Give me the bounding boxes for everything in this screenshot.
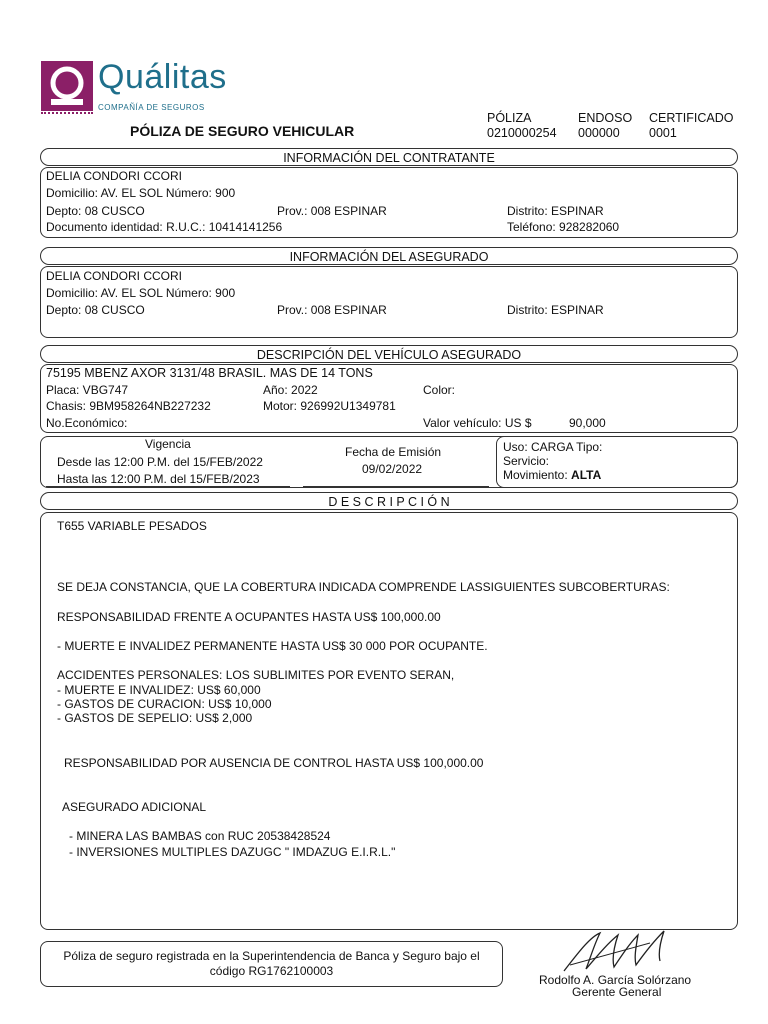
- contratante-telefono: Teléfono: 928282060: [507, 220, 620, 234]
- descripcion-line: - MUERTE E INVALIDEZ: US$ 60,000: [57, 683, 261, 697]
- uso-carga: Uso: CARGA Tipo:: [503, 440, 603, 454]
- poliza-label: PÓLIZA: [487, 111, 532, 125]
- uso-movimiento: [503, 468, 601, 482]
- asegurado-distrito: Distrito: ESPINAR: [507, 303, 604, 317]
- vehiculo-economico: No.Económico:: [46, 416, 128, 430]
- contratante-prov: Prov.: 008 ESPINAR: [277, 204, 387, 218]
- descripcion-line: ASEGURADO ADICIONAL: [62, 800, 207, 814]
- asegurado-prov: Prov.: 008 ESPINAR: [277, 303, 387, 317]
- certificado-label: CERTIFICADO: [649, 111, 734, 125]
- descripcion-line: RESPONSABILIDAD FRENTE A OCUPANTES HASTA US$ 100,000.00: [57, 610, 441, 624]
- vigencia-label: Vigencia: [145, 437, 191, 451]
- movimiento-value: ALTA: [571, 468, 602, 482]
- vigencia-desde: Desde las 12:00 P.M. del 15/FEB/2022: [57, 455, 263, 469]
- vigencia-underline: [46, 486, 290, 487]
- endoso-value: 000000: [578, 126, 620, 140]
- descripcion-line: - GASTOS DE CURACION: US$ 10,000: [57, 697, 272, 711]
- logo-dots: [41, 112, 93, 114]
- contratante-depto: Depto: 08 CUSCO: [46, 204, 145, 218]
- asegurado-header: INFORMACIÓN DEL ASEGURADO: [40, 247, 738, 265]
- vehiculo-valor-label: Valor vehículo: US $: [423, 416, 532, 430]
- vigencia-hasta: Hasta las 12:00 P.M. del 15/FEB/2023: [57, 472, 260, 486]
- uso-servicio: Servicio:: [503, 454, 550, 468]
- vehiculo-motor: Motor: 926992U1349781: [263, 399, 396, 413]
- signer-title: Gerente General: [572, 985, 662, 999]
- signer-name: Rodolfo A. García Solórzano: [539, 973, 692, 987]
- asegurado-domicilio: Domicilio: AV. EL SOL Número: 900: [46, 286, 236, 300]
- vehiculo-header: DESCRIPCIÓN DEL VEHÍCULO ASEGURADO: [40, 345, 738, 363]
- qualitas-logo-mark: [41, 61, 93, 111]
- descripcion-line: - GASTOS DE SEPELIO: US$ 2,000: [57, 711, 253, 725]
- certificado-value: 0001: [649, 126, 677, 140]
- descripcion-line: - INVERSIONES MULTIPLES DAZUGC " IMDAZUG E.I.R.L.": [69, 845, 396, 859]
- vehiculo-valor: 90,000: [569, 416, 606, 430]
- signature-icon: [560, 925, 680, 975]
- descripcion-header: D E S C R I P C I Ó N: [40, 492, 738, 510]
- contratante-domicilio: Domicilio: AV. EL SOL Número: 900: [46, 186, 236, 200]
- brand-name: Quálitas: [98, 58, 227, 96]
- descripcion-line: ACCIDENTES PERSONALES: LOS SUBLIMITES POR EVENTO SERAN,: [57, 668, 455, 682]
- emision-label: Fecha de Emisión: [345, 445, 442, 459]
- descripcion-line: - MINERA LAS BAMBAS con RUC 20538428524: [69, 829, 331, 843]
- contratante-distrito: Distrito: ESPINAR: [507, 204, 604, 218]
- contratante-header: INFORMACIÓN DEL CONTRATANTE: [40, 148, 738, 166]
- emision-fecha: 09/02/2022: [362, 462, 423, 476]
- poliza-value: 0210000254: [487, 126, 557, 140]
- contratante-name: DELIA CONDORI CCORI: [46, 169, 183, 183]
- registro-box: Póliza de seguro registrada en la Superintendencia de Banca y Seguro bajo el código RG1762100003: [40, 941, 503, 987]
- asegurado-depto: Depto: 08 CUSCO: [46, 303, 145, 317]
- descripcion-line: SE DEJA CONSTANCIA, QUE LA COBERTURA INDICADA COMPRENDE LASSIGUIENTES SUBCOBERTURAS:: [57, 580, 670, 594]
- asegurado-name: DELIA CONDORI CCORI: [46, 269, 183, 283]
- brand-subtitle: COMPAÑÍA DE SEGUROS: [98, 103, 205, 112]
- vehiculo-anio: Año: 2022: [263, 383, 318, 397]
- descripcion-line: RESPONSABILIDAD POR AUSENCIA DE CONTROL HASTA US$ 100,000.00: [64, 756, 484, 770]
- vehiculo-color: Color:: [423, 383, 456, 397]
- descripcion-line: T655 VARIABLE PESADOS: [57, 519, 207, 533]
- movimiento-label: Movimiento:: [503, 468, 572, 482]
- vehiculo-modelo: 75195 MBENZ AXOR 3131/48 BRASIL. MAS DE 14 TONS: [46, 366, 373, 380]
- vehiculo-chasis: Chasis: 9BM958264NB227232: [46, 399, 211, 413]
- descripcion-line: - MUERTE E INVALIDEZ PERMANENTE HASTA US$ 30 000 POR OCUPANTE.: [57, 639, 488, 653]
- contratante-documento: Documento identidad: R.U.C.: 10414141256: [46, 220, 283, 234]
- endoso-label: ENDOSO: [578, 111, 633, 125]
- document-title: PÓLIZA DE SEGURO VEHICULAR: [130, 123, 355, 139]
- vehiculo-placa: Placa: VBG747: [46, 383, 129, 397]
- emision-underline: [303, 486, 489, 487]
